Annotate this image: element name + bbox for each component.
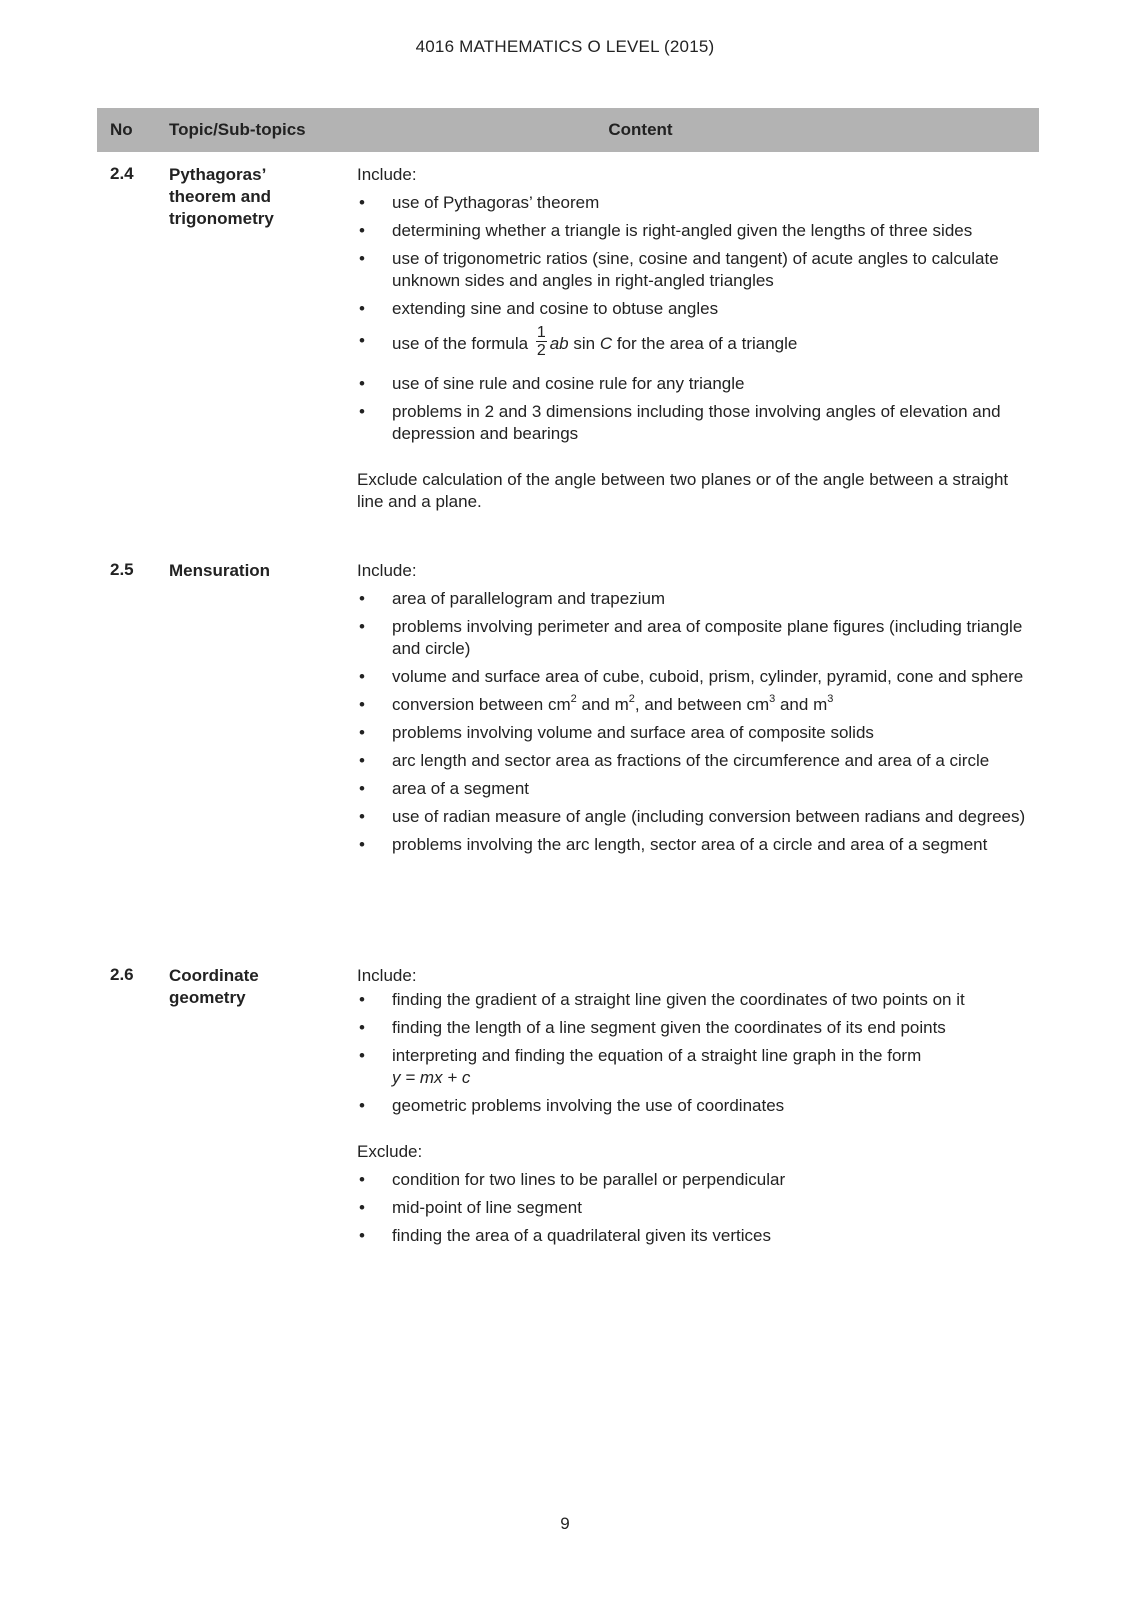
unit-cm: cm <box>746 695 770 714</box>
include-list <box>357 989 1032 1117</box>
formula-prefix: use of the formula <box>392 333 529 353</box>
formula-sin: sin <box>573 333 596 353</box>
list-item: • use of Pythagoras’ theorem <box>357 192 1032 214</box>
row-topic: Mensuration <box>169 561 271 580</box>
list-item: • finding the gradient of a straight line given the coordinates of two points on it <box>357 989 1032 1011</box>
exclude-text: Exclude calculation of the angle between two planes or of the angle between a straight line and a plane. <box>357 470 1009 511</box>
list-item-conversion <box>357 694 1032 716</box>
row-content <box>357 560 1032 862</box>
row-topic: Coordinate geometry <box>169 966 259 1007</box>
list-item: • arc length and sector area as fractions of the circumference and area of a circle <box>357 750 1032 772</box>
include-label: Include: <box>357 561 417 580</box>
header-topic: Topic/Sub-topics <box>169 120 306 139</box>
exponent: 2 <box>628 693 635 705</box>
table-header <box>97 108 1039 152</box>
list-item: • problems in 2 and 3 dimensions including those involving angles of elevation and depression and bearings <box>357 401 1032 445</box>
conversion-prefix: conversion between <box>392 695 544 714</box>
page-number: 9 <box>560 1514 570 1533</box>
fraction-numerator: 1 <box>536 324 546 341</box>
list-item: • finding the length of a line segment given the coordinates of its end points <box>357 1017 1032 1039</box>
fraction-half <box>536 324 547 359</box>
list-item: • use of trigonometric ratios (sine, cosine and tangent) of acute angles to calculate unknown sides and angles in right-angled triangles <box>357 248 1032 292</box>
conversion-and-between: , and between <box>634 695 742 714</box>
list-item: • geometric problems involving the use of coordinates <box>357 1095 1032 1117</box>
list-item: • volume and surface area of cube, cuboid, prism, cylinder, pyramid, cone and sphere <box>357 666 1032 688</box>
row-content <box>357 965 1032 1253</box>
list-item-equation <box>357 1045 1032 1089</box>
list-item: • problems involving the arc length, sector area of a circle and area of a segment <box>357 834 1032 856</box>
fraction-denominator: 2 <box>536 342 546 359</box>
row-number: 2.6 <box>110 965 134 984</box>
include-label: Include: <box>357 966 417 985</box>
header-no: No <box>110 120 133 139</box>
list-item: • mid-point of line segment <box>357 1197 1032 1219</box>
row-number: 2.4 <box>110 164 134 183</box>
exponent: 3 <box>769 693 776 705</box>
list-item: • determining whether a triangle is right-angled given the lengths of three sides <box>357 220 1032 242</box>
list-item: • condition for two lines to be parallel or perpendicular <box>357 1169 1032 1191</box>
unit-cm: cm <box>547 695 571 714</box>
row-topic: Pythagoras’ theorem and trigonometry <box>169 165 274 228</box>
unit-m: m <box>813 695 828 714</box>
list-item: • extending sine and cosine to obtuse angles <box>357 298 1032 320</box>
include-label: Include: <box>357 165 417 184</box>
equation-formula: y = mx + c <box>392 1068 471 1087</box>
list-item: • area of a segment <box>357 778 1032 800</box>
row-number: 2.5 <box>110 560 134 579</box>
unit-m: m <box>614 695 629 714</box>
conversion-and: and <box>581 695 610 714</box>
exponent: 3 <box>827 693 834 705</box>
conversion-and: and <box>779 695 809 714</box>
list-item-formula <box>357 324 1032 359</box>
equation-text: interpreting and finding the equation of a straight line graph in the form <box>392 1046 922 1065</box>
exclude-label: Exclude: <box>357 1142 423 1161</box>
exclude-list <box>357 1169 1032 1247</box>
exponent: 2 <box>570 693 577 705</box>
list-item: • problems involving volume and surface area of composite solids <box>357 722 1032 744</box>
include-list <box>357 192 1032 445</box>
document-title: 4016 MATHEMATICS O LEVEL (2015) <box>415 37 715 56</box>
list-item: • problems involving perimeter and area of composite plane figures (including triangle and circle) <box>357 616 1032 660</box>
formula-c: C <box>599 333 613 353</box>
list-item: • use of sine rule and cosine rule for any triangle <box>357 373 1032 395</box>
formula-suffix: for the area of a triangle <box>616 333 798 353</box>
header-content: Content <box>608 120 673 139</box>
list-item: • finding the area of a quadrilateral given its vertices <box>357 1225 1032 1247</box>
formula-ab: ab <box>549 333 569 353</box>
include-list <box>357 588 1032 856</box>
list-item: • area of parallelogram and trapezium <box>357 588 1032 610</box>
list-item: • use of radian measure of angle (including conversion between radians and degrees) <box>357 806 1032 828</box>
row-content <box>357 164 1032 519</box>
